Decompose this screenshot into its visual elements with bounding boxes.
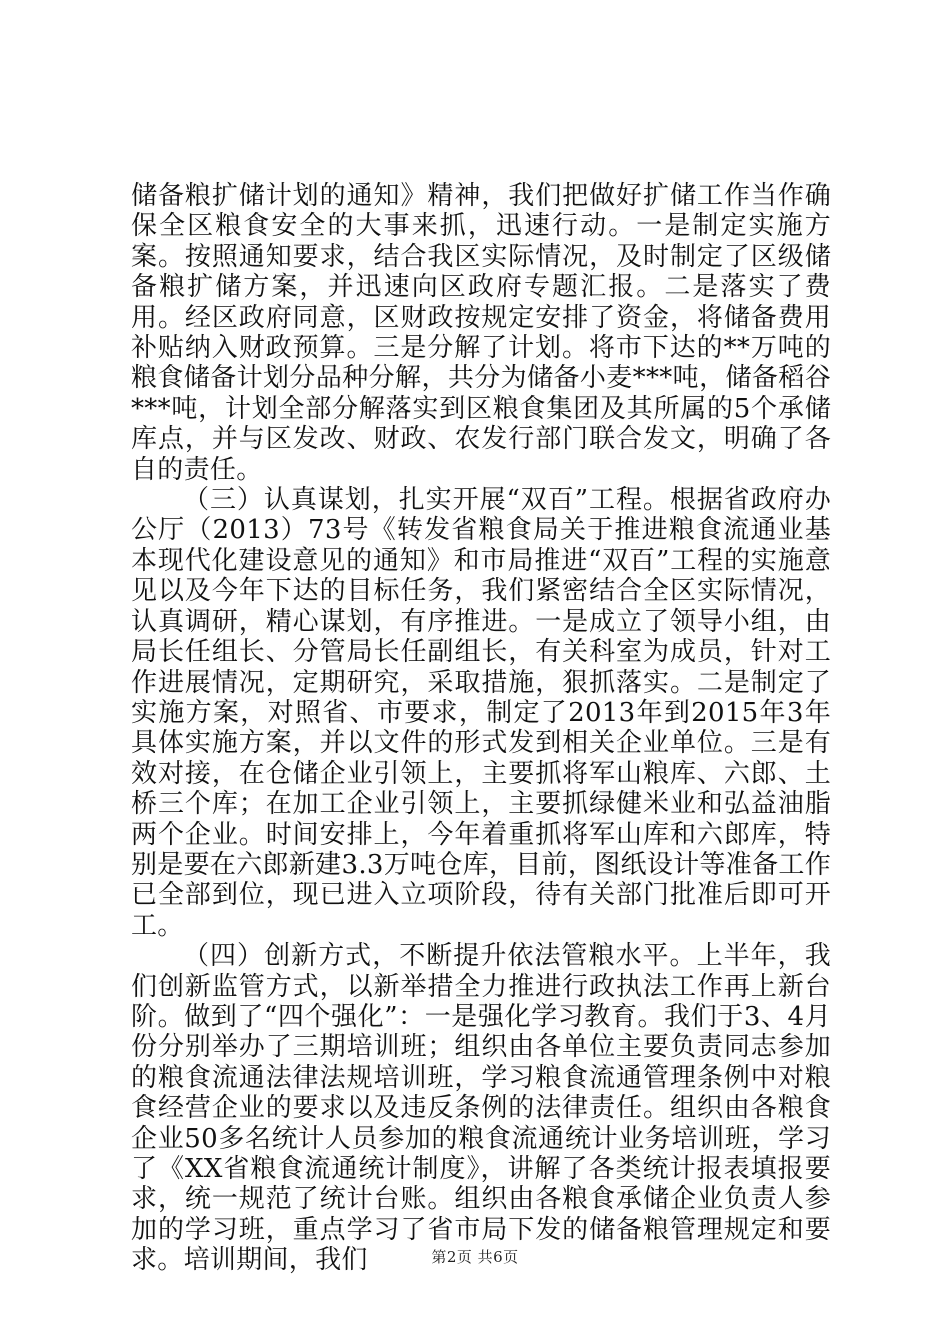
paragraph-section-three: （三）认真谋划，扎实开展“双百”工程。根据省政府办公厅（2013）73号《转发省粮食局关于推进粮食流通业基本现代化建设意见的通知》和市局推进“双百”工程的实施意见以及今年下达的目标任务，我们紧密结合全区实际情况，认真调研，精心谋划，有序推进。一是成立了领导小组，由局长任组长、分管局长任副组长，有关科室为成员，针对工作进展情况，定期研究，采取措施，狠抓落实。二是制定了实施方案，对照省、市要求，制定了2013年到2015年3年具体实施方案，并以文件的形式发到相关企业单位。三是有效对接，在仓储企业引领上，主要抓将军山粮库、六郎、土桥三个库；在加工企业引领上，主要抓绿健米业和弘益油脂两个企业。时间安排上，今年着重抓将军山库和六郎库，特别是要在六郎新建3.3万吨仓库，目前，图纸设计等准备工作已全部到位，现已进入立项阶段，待有关部门批准后即可开工。 bbox=[131, 485, 831, 941]
paragraph-continued: 储备粮扩储计划的通知》精神，我们把做好扩储工作当作确保全区粮食安全的大事来抓，迅速行动。一是制定实施方案。按照通知要求，结合我区实际情况，及时制定了区级储备粮扩储方案，并迅速向区政府专题汇报。二是落实了费用。经区政府同意，区财政按规定安排了资金，将储备费用补贴纳入财政预算。三是分解了计划。将市下达的**万吨的粮食储备计划分品种分解，共分为储备小麦***吨，储备稻谷***吨，计划全部分解落实到区粮食集团及其所属的5个承储库点，并与区发改、财政、农发行部门联合发文，明确了各自的责任。 bbox=[131, 181, 831, 485]
document-body bbox=[131, 181, 831, 1276]
paragraph-section-four: （四）创新方式，不断提升依法管粮水平。上半年，我们创新监管方式，以新举措全力推进行政执法工作再上新台阶。做到了“四个强化”：一是强化学习教育。我们于3、4月份分别举办了三期培训班；组织由各单位主要负责同志参加的粮食流通法律法规培训班，学习粮食流通管理条例中对粮食经营企业的要求以及违反条例的法律责任。组织由各粮食企业50多名统计人员参加的粮食流通统计业务培训班，学习了《XX省粮食流通统计制度》，讲解了各类统计报表填报要求，统一规范了统计台账。组织由各粮食承储企业负责人参加的学习班，重点学习了省市局下发的储备粮管理规定和要求。培训期间，我们 bbox=[131, 941, 831, 1276]
page-footer: 第2页 共6页 bbox=[431, 1248, 519, 1266]
